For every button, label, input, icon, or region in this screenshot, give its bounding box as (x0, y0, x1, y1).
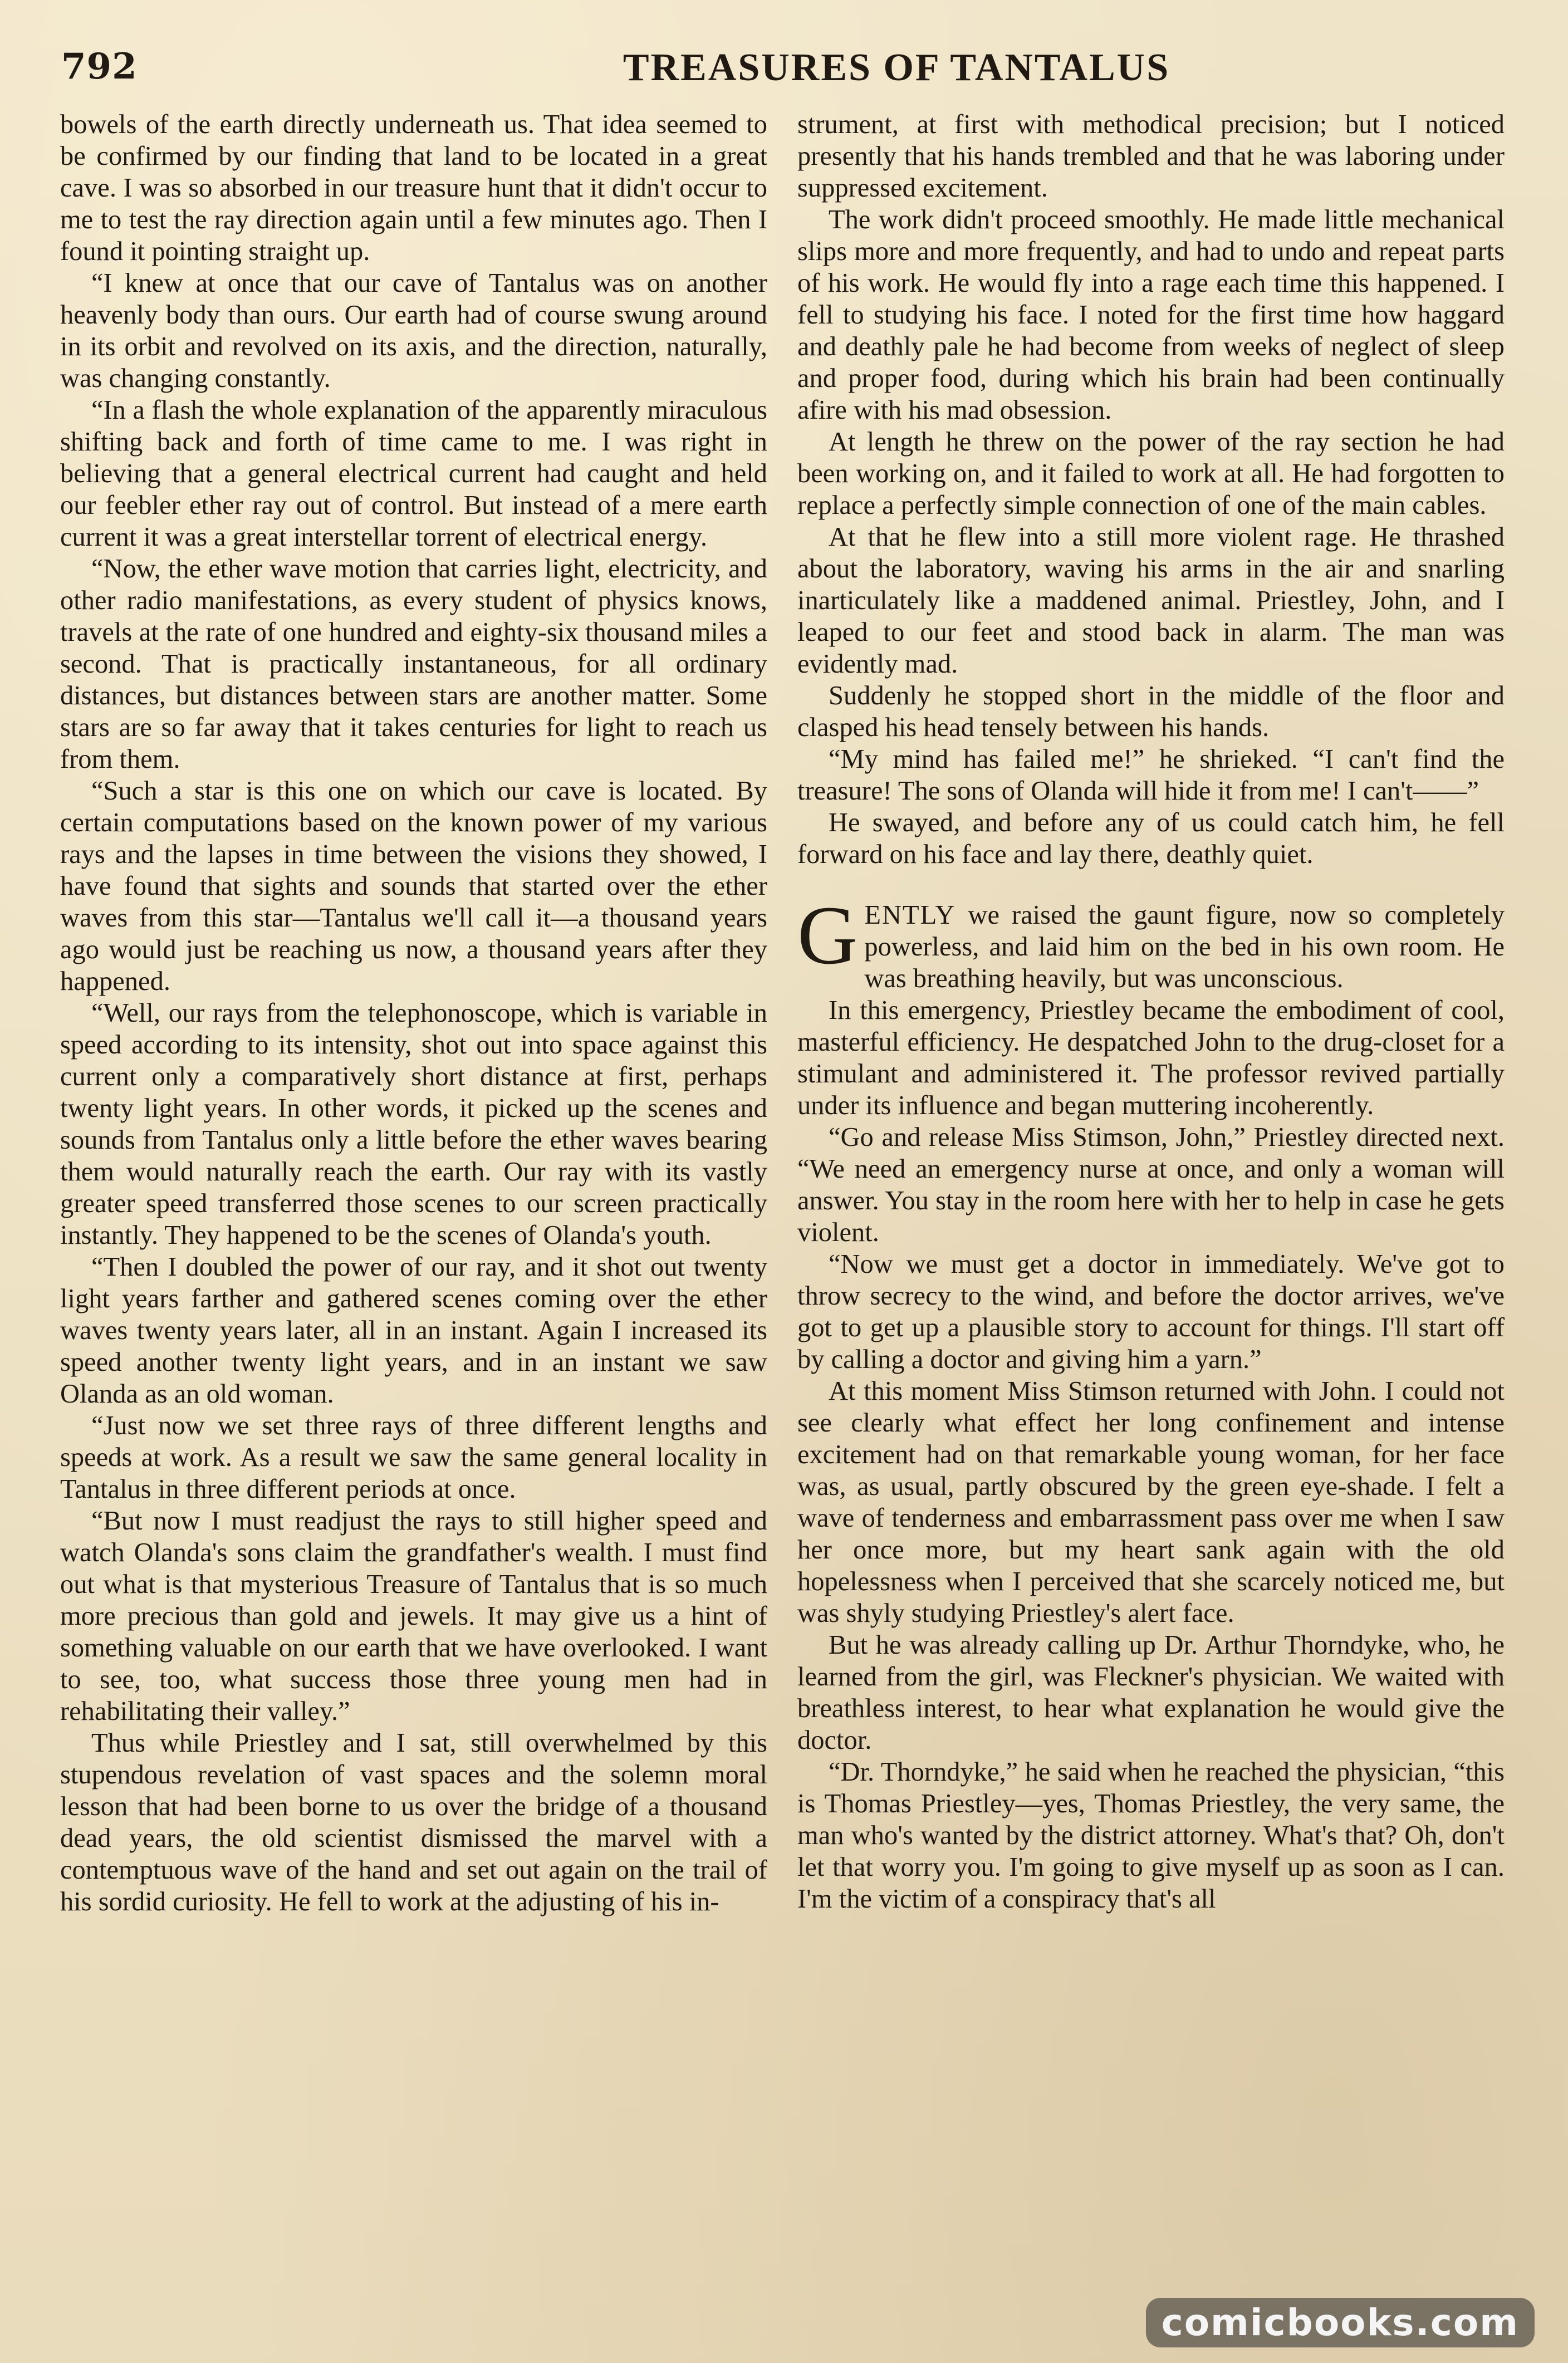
paragraph: “But now I must readjust the rays to still higher speed and watch Olanda's sons claim the grandfather's wealth. I must find out what is that mysterious Treasure of Tantalus that is so much more precious than gold and jewels. It may give us a hint of something valuable on our earth that we have overlooked. I want to see, too, what success those three young men had in rehabilitating their valley.” (60, 1506, 767, 1726)
paragraph: “Such a star is this one on which our cave is located. By certain computations based on the known power of my various rays and the lapses in time between the visions they showed, I have found that sights and sounds that started over the ether waves from this star—Tantalus we'll call it—a thousand years ago would just be reaching us now, a thousand years after they happened. (60, 776, 767, 996)
watermark-logo: comicbooks.com (1146, 2298, 1535, 2347)
paragraph: Thus while Priestley and I sat, still overwhelmed by this stupendous revelation of vast spaces and the solemn moral lesson that had been borne to us over the bridge of a thousand dead years, the old scientist dismissed the marvel with a contemptuous wave of the hand and set out again on the trail of his sordid curiosity. He fell to work at the adjusting of his in- (60, 1728, 767, 1916)
paragraph: “Just now we set three rays of three different lengths and speeds at work. As a result we saw the same general locality in Tantalus in three different periods at once. (60, 1411, 767, 1504)
paragraph: At length he threw on the power of the ray section he had been working on, and it failed to work at all. He had forgotten to replace a perfectly simple connection of one of the main cables. (797, 427, 1505, 520)
lead-smallcaps: ENTLY (864, 900, 956, 930)
paragraph: “Go and release Miss Stimson, John,” Priestley directed next. “We need an emergency nurse at once, and only a woman will answer. You stay in the room here with her to help in case he gets violent. (797, 1122, 1505, 1247)
lead-text: we raised the gaunt figure, now so completely powerless, and laid him on the bed in his own room. He was breathing heavily, but was unconscious. (864, 900, 1505, 993)
drop-cap: G (797, 889, 858, 982)
paragraph: bowels of the earth directly underneath us. That idea seemed to be confirmed by our finding that land to be located in a great cave. I was so absorbed in our treasure hunt that it didn't occur to me to test the ray direction again until a few minutes ago. Then I found it pointing straight up. (60, 110, 767, 266)
paragraph: In this emergency, Priestley became the embodiment of cool, masterful efficiency. He despatched John to the drug-closet for a stimulant and administered it. The professor revived partially under its influence and began muttering incoherently. (797, 996, 1505, 1120)
paragraph: “Then I doubled the power of our ray, and it shot out twenty light years farther and gathered scenes coming over the ether waves twenty years later, all in an instant. Again I increased its speed another twenty light years, and in an instant we saw Olanda as an old woman. (60, 1252, 767, 1409)
paragraph: At this moment Miss Stimson returned with John. I could not see clearly what effect her long confinement and intense excitement had on that remarkable young woman, for her face was, as usual, partly obscured by the green eye-shade. I felt a wave of tenderness and embarrassment pass over me when I saw her once more, but my heart sank again with the old hopelessness when I perceived that she scarcely noticed me, but was shyly studying Priestley's alert face. (797, 1376, 1505, 1628)
paragraph: “Dr. Thorndyke,” he said when he reached the physician, “this is Thomas Priestley—yes, Thomas Priestley, the very same, the man who's wanted by the district attorney. What's that? Oh, don't let that worry you. I'm going to give myself up as soon as I can. I'm the victim of a conspiracy that's all (797, 1757, 1505, 1914)
page-number: 792 (61, 46, 138, 87)
paragraph: Suddenly he stopped short in the middle of the floor and clasped his head tensely between his hands. (797, 681, 1505, 742)
paragraph: At that he flew into a still more violent rage. He thrashed about the laboratory, waving his arms in the air and snarling inarticulately like a maddened animal. Priestley, John, and I leaped to our feet and stood back in alarm. The man was evidently mad. (797, 522, 1505, 679)
paragraph: “Now, the ether wave motion that carries light, electricity, and other radio manifestations, as every student of physics knows, travels at the rate of one hundred and eighty-six thousand miles a second. That is practically instantaneous, for all ordinary distances, but distances between stars are another matter. Some stars are so far away that it takes centuries for light to reach us from them. (60, 554, 767, 774)
section-break (797, 870, 1505, 899)
page-header (61, 46, 1509, 96)
left-column (60, 109, 767, 1918)
paragraph: “I knew at once that our cave of Tantalus was on another heavenly body than ours. Our earth had of course swung around in its orbit and revolved on its axis, and the direction, naturally, was changing constantly. (60, 268, 767, 393)
section-lead-paragraph (797, 889, 1505, 994)
right-column (797, 109, 1505, 1915)
paragraph: But he was already calling up Dr. Arthur Thorndyke, who, he learned from the girl, was Fleckner's physician. We waited with breathless interest, to hear what explanation he would give the doctor. (797, 1630, 1505, 1755)
running-head: TREASURES OF TANTALUS (623, 46, 1170, 89)
paragraph: “Well, our rays from the telephonoscope, which is variable in speed according to its intensity, shot out into space against this current only a comparatively short distance at first, perhaps twenty light years. In other words, it picked up the scenes and sounds from Tantalus only a little before the ether waves bearing them would naturally reach the earth. Our ray with its vastly greater speed transferred those scenes to our screen practically instantly. They happened to be the scenes of Olanda's youth. (60, 998, 767, 1250)
paragraph: He swayed, and before any of us could catch him, he fell forward on his face and lay there, deathly quiet. (797, 808, 1505, 869)
paragraph: strument, at first with methodical precision; but I noticed presently that his hands trembled and that he was laboring under suppressed excitement. (797, 110, 1505, 203)
paragraph: The work didn't proceed smoothly. He made little mechanical slips more and more frequently, and had to undo and repeat parts of his work. He would fly into a rage each time this happened. I fell to studying his face. I noted for the first time how haggard and deathly pale he had become from weeks of neglect of sleep and proper food, during which his brain had been continually afire with his mad obsession. (797, 205, 1505, 425)
paragraph: “In a flash the whole explanation of the apparently miraculous shifting back and forth of time came to me. I was right in believing that a general electrical current had caught and held our feebler ether ray out of control. But instead of a mere earth current it was a great interstellar torrent of electrical energy. (60, 395, 767, 552)
paragraph: “Now we must get a doctor in immediately. We've got to throw secrecy to the wind, and before the doctor arrives, we've got to get up a plausible story to account for things. I'll start off by calling a doctor and giving him a yarn.” (797, 1249, 1505, 1374)
paragraph: “My mind has failed me!” he shrieked. “I can't find the treasure! The sons of Olanda will hide it from me! I can't——” (797, 744, 1505, 806)
